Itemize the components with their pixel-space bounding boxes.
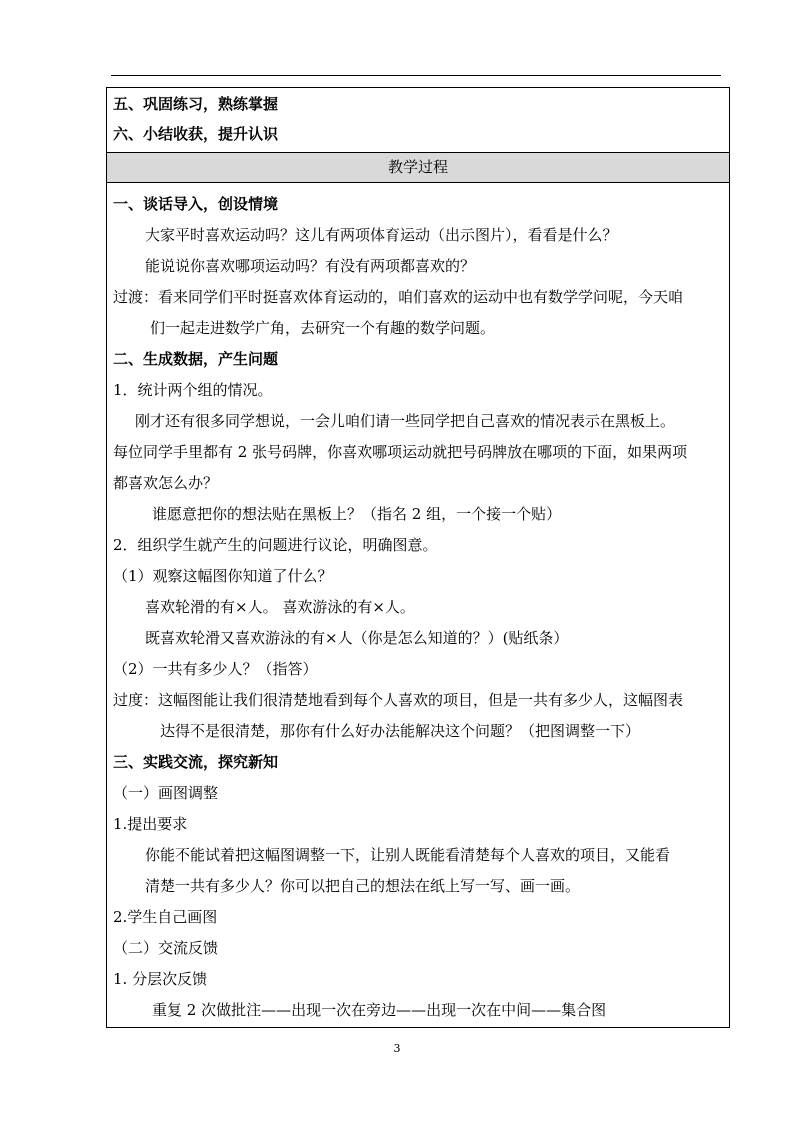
text-line: 大家平时喜欢运动吗？这儿有两项体育运动（出示图片），看看是什么？ [145,226,618,244]
text-line: 2．组织学生就产生的问题进行议论，明确图意。 [113,536,438,554]
text-line: 清楚一共有多少人？你可以把自己的想法在纸上写一写、画一画。 [145,877,581,895]
text-line: 重复 2 次做批注——出现一次在旁边——出现一次在中间——集合图 [152,1001,607,1019]
text-line: 刚才还有很多同学想说，一会儿咱们请一些同学把自己喜欢的情况表示在黑板上。 [135,412,676,430]
text-line: 1. 分层次反馈 [113,970,208,988]
text-line: （2）一共有多少人？（指答） [113,660,318,678]
step-6-heading: 六、小结收获，提升认识 [113,125,279,143]
step-5-heading: 五、巩固练习，熟练掌握 [113,95,279,113]
text-line: 们一起走进数学广角，去研究一个有趣的数学问题。 [150,319,496,337]
text-line: 你能不能试着把这幅图调整一下，让别人既能看清楚每个人喜欢的项目，又能看 [145,846,671,864]
text-line: 都喜欢怎么办？ [113,474,219,492]
top-rule [111,75,721,76]
text-line: 谁愿意把你的想法贴在黑板上？（指名 2 组，一个接一个贴） [152,505,562,523]
text-line: 每位同学手里都有 2 张号码牌，你喜欢哪项运动就把号码牌放在哪项的下面，如果两项 [113,443,688,461]
text-line: 1.提出要求 [113,815,188,833]
text-line: （1）观察这幅图你知道了什么？ [113,567,333,585]
section-1-heading: 一、谈话导入，创设情境 [113,195,279,213]
text-line: 过渡：看来同学们平时挺喜欢体育运动的，咱们喜欢的运动中也有数学学问呢，今天咱 [113,288,684,306]
text-line: （二）交流反馈 [113,939,219,957]
teaching-process-header [107,152,729,183]
text-line: 2.学生自己画图 [113,908,218,926]
text-line: （一）画图调整 [113,784,219,802]
text-line: 喜欢轮滑的有×人。 喜欢游泳的有×人。 [145,598,415,616]
lesson-table [106,87,730,1028]
teaching-process-title: 教学过程 [387,158,448,176]
text-line: 1．统计两个组的情况。 [113,381,273,399]
text-line: 既喜欢轮滑又喜欢游泳的有×人（你是怎么知道的？）(贴纸条） [145,629,569,647]
page-number: 3 [393,1042,401,1055]
section-2-heading: 二、生成数据，产生问题 [113,350,279,368]
text-line: 能说说你喜欢哪项运动吗？有没有两项都喜欢的？ [145,257,476,275]
steps-summary-row [107,88,729,152]
text-line: 过度：这幅图能让我们很清楚地看到每个人喜欢的项目，但是一共有多少人，这幅图表 [113,691,684,709]
text-line: 达得不是很清楚，那你有什么好办法能解决这个问题？（把图调整一下） [160,722,641,740]
section-3-heading: 三、实践交流，探究新知 [113,753,279,771]
